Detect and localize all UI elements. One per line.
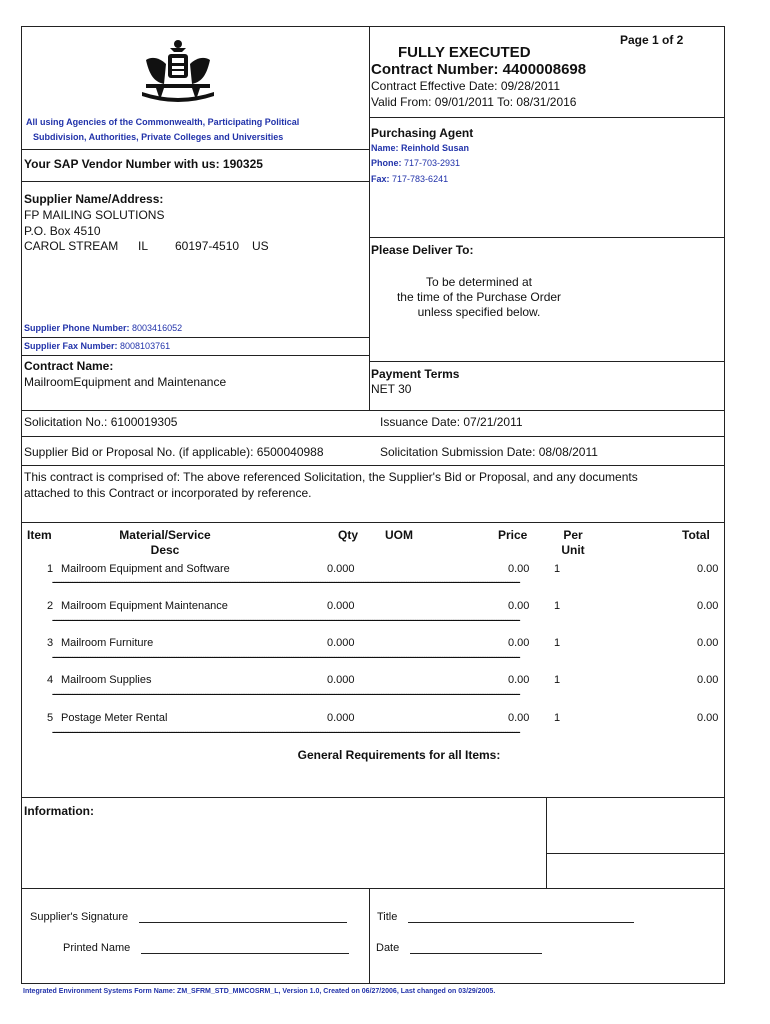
contract-status: FULLY EXECUTED xyxy=(398,44,531,61)
row-item: 1 xyxy=(47,563,54,575)
row-price: 0.00 xyxy=(508,600,530,612)
supplier-state: IL xyxy=(138,239,149,253)
col-uom: UOM xyxy=(385,528,413,542)
supplier-phone: 8003416052 xyxy=(132,323,183,333)
row-desc: Mailroom Supplies xyxy=(61,674,152,686)
submission-date: Solicitation Submission Date: 08/08/2011 xyxy=(380,445,598,459)
col-unit: Unit xyxy=(561,543,585,557)
supplier-zip: 60197-4510 xyxy=(175,239,240,253)
supplier-address: P.O. Box 4510 xyxy=(24,224,101,238)
row-per: 1 xyxy=(554,563,561,575)
supplier-title: Supplier Name/Address: xyxy=(24,192,164,206)
row-price: 0.00 xyxy=(508,674,530,686)
contract-name-value: MailroomEquipment and Maintenance xyxy=(24,375,227,389)
agent-name: Name: Reinhold Susan xyxy=(371,143,470,153)
col-item: Item xyxy=(27,528,52,542)
supplier-city: CAROL STREAM xyxy=(24,239,119,253)
sap-vendor-number: Your SAP Vendor Number with us: 190325 xyxy=(24,157,263,171)
col-price: Price xyxy=(498,528,528,542)
solicitation-number: Solicitation No.: 6100019305 xyxy=(24,415,178,429)
table-row xyxy=(0,712,770,728)
comprised-line-1: This contract is comprised of: The above referenced Solicitation, the Supplier's Bid or Proposal, and any documents xyxy=(24,470,638,484)
row-item: 2 xyxy=(47,600,54,612)
agencies-line-1: All using Agencies of the Commonwealth, Participating Political xyxy=(26,117,300,127)
col-qty: Qty xyxy=(338,528,359,542)
information-label: Information: xyxy=(24,804,94,818)
agent-fax-label: Fax: xyxy=(371,174,390,184)
row-qty: 0.000 xyxy=(327,674,355,686)
agent-phone-label: Phone: xyxy=(371,158,402,168)
row-desc: Mailroom Furniture xyxy=(61,637,154,649)
printed-name-field[interactable] xyxy=(141,953,349,954)
row-divider: -------------------------------------------------------------------------------------------------------------------------------------------------------------------------------------------------------------------------------------------------------------------- xyxy=(52,615,520,625)
row-per: 1 xyxy=(554,712,561,724)
row-price: 0.00 xyxy=(508,563,530,575)
printed-name-label: Printed Name xyxy=(63,942,131,954)
row-total: 0.00 xyxy=(697,637,719,649)
row-per: 1 xyxy=(554,637,561,649)
row-total: 0.00 xyxy=(697,712,719,724)
row-qty: 0.000 xyxy=(327,712,355,724)
row-divider: -------------------------------------------------------------------------------------------------------------------------------------------------------------------------------------------------------------------------------------------------------------------- xyxy=(52,652,520,662)
date-field[interactable] xyxy=(410,953,542,954)
contract-name-title: Contract Name: xyxy=(24,359,114,373)
supplier-bid-number: Supplier Bid or Proposal No. (if applicable): 6500040988 xyxy=(24,445,324,459)
row-item: 3 xyxy=(47,637,54,649)
deliver-line-1: To be determined at xyxy=(425,275,533,289)
row-total: 0.00 xyxy=(697,674,719,686)
row-desc: Mailroom Equipment and Software xyxy=(61,563,230,575)
table-row xyxy=(0,637,770,653)
payment-terms-value: NET 30 xyxy=(371,382,412,396)
vendor-bottom-divider xyxy=(21,181,369,182)
page-label: Page 1 of 2 xyxy=(620,33,684,47)
supplier-phone-label: Supplier Phone Number: xyxy=(24,323,130,333)
supplier-fax: 8008103761 xyxy=(120,341,171,351)
title-label: Title xyxy=(377,911,398,923)
agent-phone: 717-703-2931 xyxy=(404,158,461,168)
col-per: Per xyxy=(563,528,583,542)
row-divider: -------------------------------------------------------------------------------------------------------------------------------------------------------------------------------------------------------------------------------------------------------------------- xyxy=(52,577,520,587)
issuance-date: Issuance Date: 07/21/2011 xyxy=(380,415,523,429)
supplier-country: US xyxy=(252,239,269,253)
row-qty: 0.000 xyxy=(327,600,355,612)
row-qty: 0.000 xyxy=(327,637,355,649)
row-item: 4 xyxy=(47,674,54,686)
row-divider: -------------------------------------------------------------------------------------------------------------------------------------------------------------------------------------------------------------------------------------------------------------------- xyxy=(52,689,520,699)
payment-terms-title: Payment Terms xyxy=(371,367,460,381)
agent-top-divider xyxy=(369,117,725,118)
row-divider: -------------------------------------------------------------------------------------------------------------------------------------------------------------------------------------------------------------------------------------------------------------------- xyxy=(52,727,520,737)
agencies-line-2: Subdivision, Authorities, Private Colleges and Universities xyxy=(33,132,284,142)
row-total: 0.00 xyxy=(697,563,719,575)
title-field[interactable] xyxy=(408,922,634,923)
comprised-line-2: attached to this Contract or incorporated by reference. xyxy=(24,486,312,500)
supplier-fax-label: Supplier Fax Number: xyxy=(24,341,118,351)
deliver-top-divider xyxy=(369,237,725,238)
table-row xyxy=(0,674,770,690)
vendor-top-divider xyxy=(21,149,369,150)
row-price: 0.00 xyxy=(508,637,530,649)
row-price: 0.00 xyxy=(508,712,530,724)
date-label: Date xyxy=(376,942,400,954)
row-per: 1 xyxy=(554,600,561,612)
row-total: 0.00 xyxy=(697,600,719,612)
deliver-line-3: unless specified below. xyxy=(417,305,541,319)
general-requirements-heading: General Requirements for all Items: xyxy=(297,748,501,762)
contract-number: Contract Number: 4400008698 xyxy=(371,61,587,78)
header-column-divider xyxy=(369,26,370,410)
supplier-signature-label: Supplier's Signature xyxy=(30,911,129,923)
table-row xyxy=(0,600,770,616)
col-desc: Desc xyxy=(150,543,180,557)
row-per: 1 xyxy=(554,674,561,686)
supplier-signature-field[interactable] xyxy=(139,922,347,923)
contract-effective-date: Contract Effective Date: 09/28/2011 xyxy=(371,79,561,93)
purchasing-agent-title: Purchasing Agent xyxy=(371,126,474,140)
supplier-name: FP MAILING SOLUTIONS xyxy=(24,208,165,222)
col-total: Total xyxy=(682,528,710,542)
row-item: 5 xyxy=(47,712,54,724)
row-desc: Mailroom Equipment Maintenance xyxy=(61,600,228,612)
contract-valid-dates: Valid From: 09/01/2011 To: 08/31/2016 xyxy=(371,95,577,109)
deliver-line-2: the time of the Purchase Order xyxy=(396,290,562,304)
row-qty: 0.000 xyxy=(327,563,355,575)
agent-fax: 717-783-6241 xyxy=(392,174,449,184)
deliver-title: Please Deliver To: xyxy=(371,243,474,257)
coat-of-arms-seal xyxy=(138,38,218,102)
row-desc: Postage Meter Rental xyxy=(61,712,168,724)
col-material: Material/Service xyxy=(119,528,211,542)
form-footer: Integrated Environment Systems Form Name: ZM_SFRM_STD_MMCOSRM_L, Version 1.0, Created on 06/27/2006, Last changed on 03/29/2005. xyxy=(23,988,496,995)
